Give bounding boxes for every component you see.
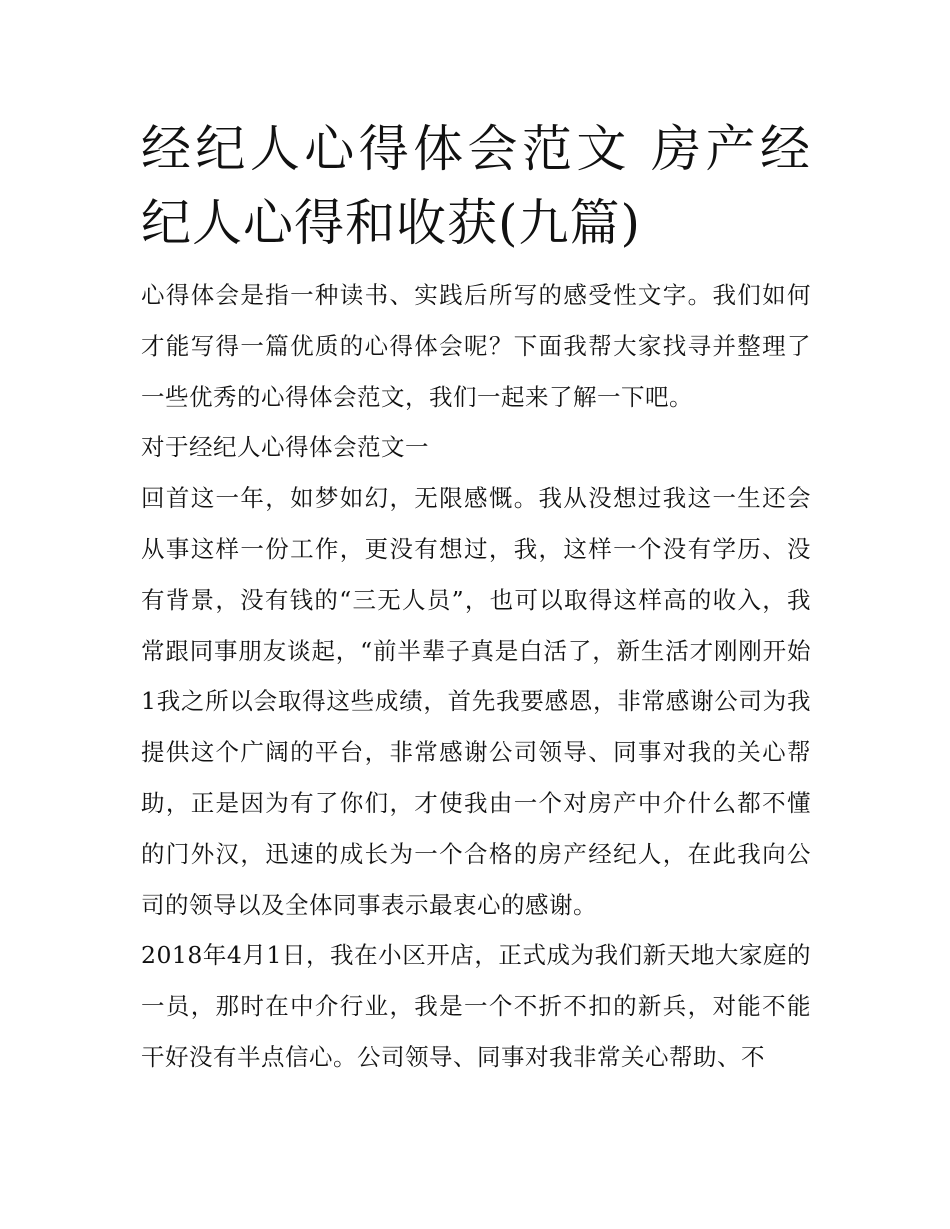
body-paragraph: 2018年4月1日，我在小区开店，正式成为我们新天地大家庭的一员，那时在中介行业，我是一个不折不扣的新兵，对能不能干好没有半点信心。公司领导、同事对我非常关心帮助、不 (141, 941, 811, 1071)
document-body (141, 270, 811, 1083)
intro-paragraph: 心得体会是指一种读书、实践后所写的感受性文字。我们如何才能写得一篇优质的心得体会呢？下面我帮大家找寻并整理了一些优秀的心得体会范文，我们一起来了解一下吧。 (141, 281, 811, 411)
document-title: 经纪人心得体会范文 房产经纪人心得和收获(九篇) (141, 120, 811, 252)
body-paragraph: 回首这一年，如梦如幻，无限感慨。我从没想过我这一生还会从事这样一份工作，更没有想过，我，这样一个没有学历、没有背景，没有钱的“三无人员”，也可以取得这样高的收入，我常跟同事朋友谈起，“前半辈子真是白活了，新生活才刚刚开始1我之所以会取得这些成绩，首先我要感恩，非常感谢公司为我提供这个广阔的平台，非常感谢公司领导、同事对我的关心帮助，正是因为有了你们，才使我由一个对房产中介什么都不懂的门外汉，迅速的成长为一个合格的房产经纪人，在此我向公司的领导以及全体同事表示最衷心的感谢。 (141, 484, 811, 919)
document-page (141, 112, 811, 1083)
section-heading: 对于经纪人心得体会范文一 (141, 433, 429, 462)
